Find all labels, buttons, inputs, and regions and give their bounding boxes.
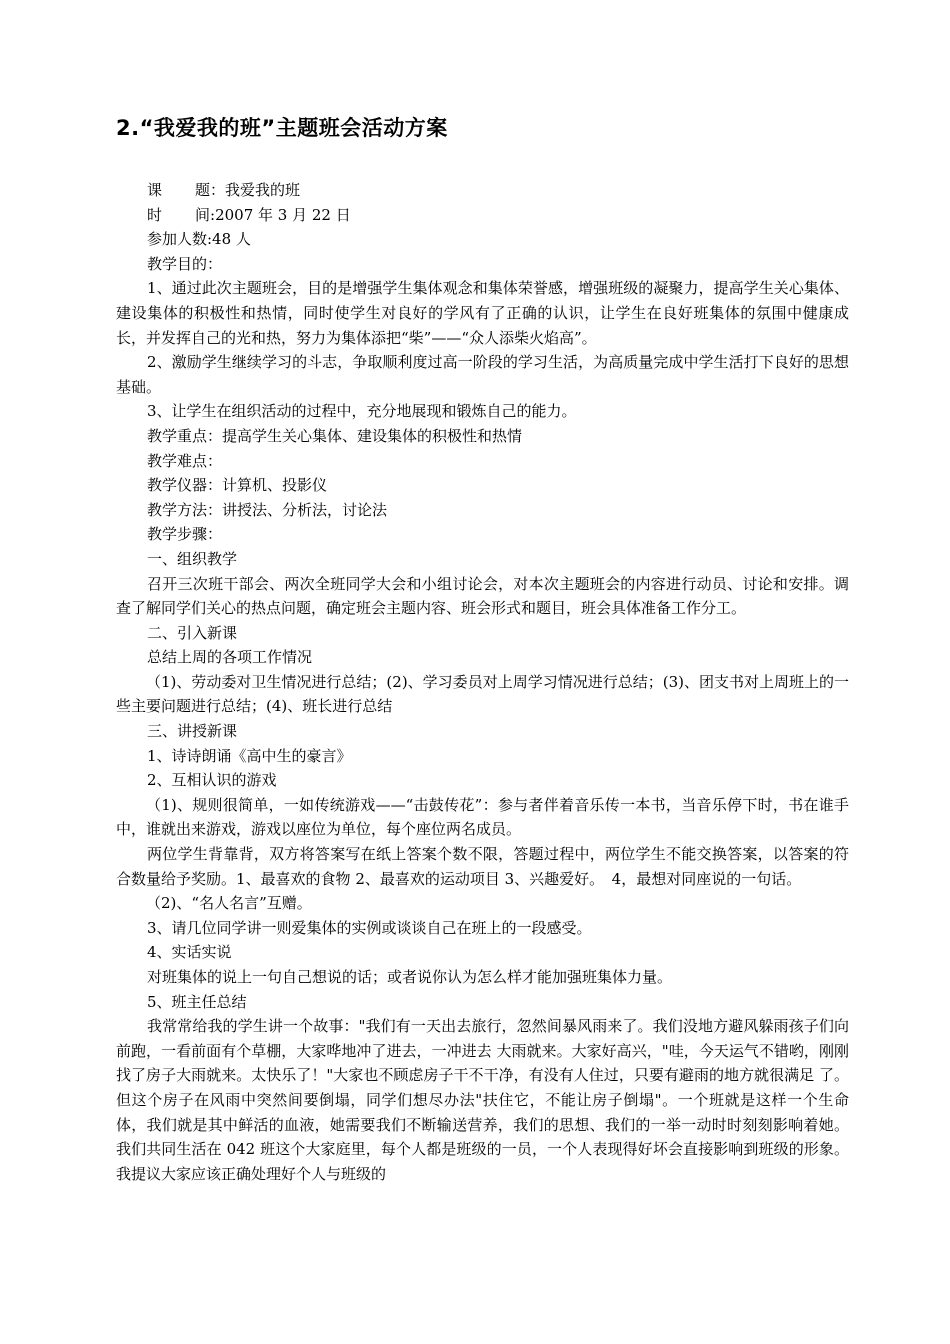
paragraph: 5、班主任总结	[147, 992, 247, 1011]
paragraph: 两位学生背靠背，双方将答案写在纸上答案个数不限，答题过程中，两位学生不能交换答案，以答案的符合数量给予奖励。1、最喜欢的食物 2、最喜欢的运动项目 3、兴趣爱好。 4，最想对同座说的一句话。	[116, 845, 849, 888]
paragraph: 3、请几位同学讲一则爱集体的实例或谈谈自己在班上的一段感受。	[147, 918, 592, 937]
paragraph: 教学目的：	[147, 254, 223, 273]
paragraph: 三、讲授新课	[147, 722, 238, 741]
paragraph: 教学仪器：计算机、投影仪	[147, 476, 328, 495]
paragraph: （1)、规则很简单，一如传统游戏——“击鼓传花”：参与者伴着音乐传一本书，当音乐停下时，书在谁手中，谁就出来游戏，游戏以座位为单位，每个座位两名成员。	[116, 795, 849, 839]
time-label: 时	[147, 205, 163, 224]
document-body	[116, 178, 849, 1186]
paragraph: 3、让学生在组织活动的过程中，充分地展现和锻炼自己的能力。	[147, 402, 577, 421]
paragraph: 教学重点：提高学生关心集体、建设集体的积极性和热情	[147, 426, 523, 445]
topic-label: 课	[147, 181, 163, 199]
document-title: 2.“我爱我的班”主题班会活动方案	[116, 116, 448, 140]
paragraph: 教学难点：	[147, 451, 223, 470]
meta-time	[116, 203, 849, 228]
paragraph: 二、引入新课	[147, 623, 238, 642]
paragraph: 2、激励学生继续学习的斗志，争取顺利度过高一阶段的学习生活，为高质量完成中学生活打下良好的思想基础。	[116, 353, 849, 396]
meta-topic	[116, 178, 849, 203]
paragraph: 4、实话实说	[147, 943, 232, 962]
meta-participants: 参加人数:48 人	[147, 230, 251, 249]
paragraph: 1、通过此次主题班会，目的是增强学生集体观念和集体荣誉感，增强班级的凝聚力，提高学生关心集体、建设集体的积极性和热情，同时使学生对良好的学风有了正确的认识，让学生在良好班集体的氛围中健康成长，并发挥自己的光和热，努力为集体添把“柴”——“众人添柴火焰高”。	[116, 279, 849, 347]
paragraph: 我常常给我的学生讲一个故事："我们有一天出去旅行，忽然间暴风雨来了。我们没地方避风躲雨孩子们向前跑，一看前面有个草棚，大家哗地冲了进去，一冲进去 大雨就来。大家好高兴，"哇，今天运气不错哟，刚刚找了房子大雨就来。太快乐了！"大家也不顾虑房子干不干净，有没有人住过，只要有避雨的地方就很满足 了。但这个房子在风雨中突然间要倒塌，同学们想尽办法"扶住它，不能让房子倒塌"。一个班就是这样一个生命体，我们就是其中鲜活的血液，她需要我们不断输送营养，我们的思想、我们的一举一动时时刻刻影响着她。我们共同生活在 042 班这个大家庭里，每个人都是班级的一员，一个人表现得好坏会直接影响到班级的形象。我提议大家应该正确处理好个人与班级的	[116, 1017, 849, 1183]
paragraph: 总结上周的各项工作情况	[147, 648, 313, 667]
paragraph: 对班集体的说上一句自己想说的话；或者说你认为怎么样才能加强班集体力量。	[147, 968, 673, 986]
paragraph: 教学方法：讲授法、分析法，讨论法	[147, 500, 388, 519]
time-value: 间:2007 年 3 月 22 日	[195, 205, 351, 224]
paragraph: 一、组织教学	[147, 549, 238, 568]
paragraph: 2、互相认识的游戏	[147, 771, 277, 790]
paragraph: （1)、劳动委对卫生情况进行总结；(2)、学习委员对上周学习情况进行总结；(3)、团支书对上周班上的一些主要问题进行总结；(4)、班长进行总结	[116, 672, 849, 716]
paragraph: 召开三次班干部会、两次全班同学大会和小组讨论会，对本次主题班会的内容进行动员、讨论和安排。调查了解同学们关心的热点问题，确定班会主题内容、班会形式和题目，班会具体准备工作分工。	[116, 574, 849, 618]
topic-value: 题：我爱我的班	[195, 181, 301, 199]
paragraph: 教学步骤：	[147, 525, 223, 544]
paragraph: （2)、“名人名言”互赠。	[146, 894, 312, 913]
paragraph: 1、诗诗朗诵《高中生的豪言》	[147, 746, 352, 765]
